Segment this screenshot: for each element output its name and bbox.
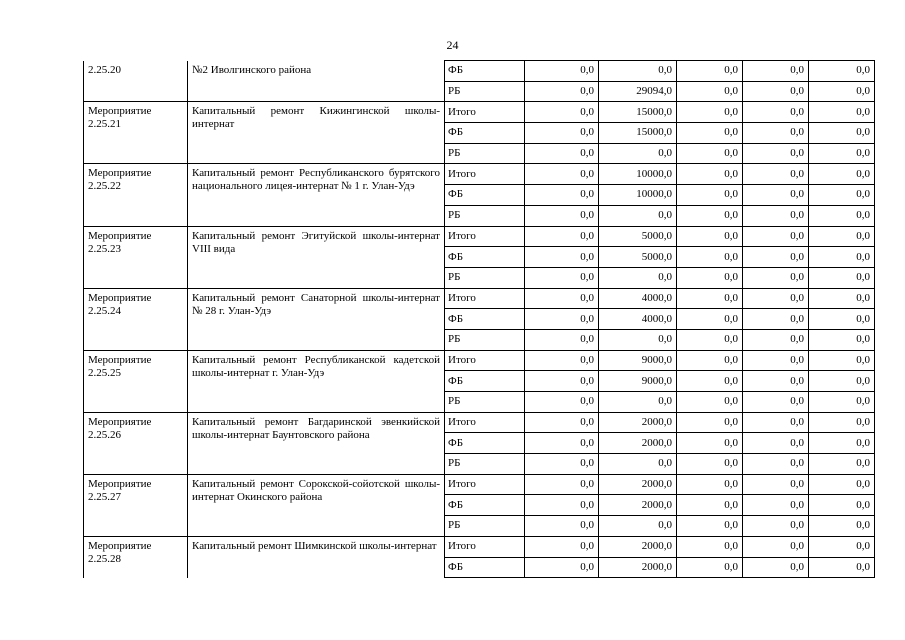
amount-cell: 0,0 (677, 123, 743, 144)
amount-cell: 0,0 (809, 412, 875, 433)
amount-cell: 0,0 (743, 205, 809, 226)
amount-cell: 10000,0 (599, 185, 677, 206)
amount-cell: 0,0 (677, 247, 743, 268)
amount-cell: 0,0 (525, 495, 599, 516)
event-code-cell: Мероприятие 2.25.27 (84, 474, 188, 536)
amount-cell: 0,0 (677, 557, 743, 578)
amount-cell: 0,0 (809, 226, 875, 247)
table-row (84, 288, 875, 309)
event-description-cell: Капитальный ремонт Республиканской кадетской школы-интернат г. Улан-Удэ (188, 350, 445, 412)
event-code-cell: Мероприятие 2.25.23 (84, 226, 188, 288)
amount-cell: 0,0 (525, 454, 599, 475)
amount-cell: 0,0 (525, 81, 599, 102)
event-code-cell: Мероприятие 2.25.28 (84, 536, 188, 577)
amount-cell: 0,0 (525, 185, 599, 206)
budget-table (83, 60, 875, 578)
amount-cell: 0,0 (809, 267, 875, 288)
amount-cell: 0,0 (599, 61, 677, 82)
event-code-cell: Мероприятие 2.25.22 (84, 164, 188, 226)
amount-cell: 0,0 (809, 516, 875, 537)
amount-cell: 0,0 (677, 350, 743, 371)
amount-cell: 0,0 (525, 164, 599, 185)
amount-cell: 15000,0 (599, 102, 677, 123)
amount-cell: 0,0 (677, 433, 743, 454)
event-description-cell: Капитальный ремонт Республиканского бурятского национального лицея-интернат № 1 г. Улан-Удэ (188, 164, 445, 226)
amount-cell: 0,0 (809, 81, 875, 102)
amount-cell: 0,0 (809, 495, 875, 516)
funding-source-cell: Итого (445, 474, 525, 495)
amount-cell: 0,0 (809, 61, 875, 82)
funding-source-cell: РБ (445, 329, 525, 350)
table-row (84, 61, 875, 82)
funding-source-cell: Итого (445, 226, 525, 247)
amount-cell: 0,0 (525, 123, 599, 144)
amount-cell: 0,0 (525, 102, 599, 123)
amount-cell: 0,0 (809, 143, 875, 164)
event-description-cell: Капитальный ремонт Эгитуйской школы-интернат VIII вида (188, 226, 445, 288)
amount-cell: 0,0 (743, 516, 809, 537)
funding-source-cell: ФБ (445, 433, 525, 454)
amount-cell: 0,0 (809, 247, 875, 268)
table-row (84, 164, 875, 185)
event-description-cell: Капитальный ремонт Санаторной школы-интернат № 28 г. Улан-Удэ (188, 288, 445, 350)
amount-cell: 5000,0 (599, 247, 677, 268)
amount-cell: 0,0 (809, 433, 875, 454)
amount-cell: 0,0 (525, 205, 599, 226)
amount-cell: 0,0 (525, 267, 599, 288)
amount-cell: 0,0 (677, 143, 743, 164)
amount-cell: 0,0 (743, 81, 809, 102)
amount-cell: 0,0 (743, 433, 809, 454)
amount-cell: 0,0 (809, 350, 875, 371)
table-row (84, 412, 875, 433)
amount-cell: 0,0 (677, 267, 743, 288)
amount-cell: 0,0 (743, 164, 809, 185)
funding-source-cell: РБ (445, 205, 525, 226)
funding-source-cell: РБ (445, 454, 525, 475)
amount-cell: 0,0 (743, 536, 809, 557)
funding-source-cell: ФБ (445, 371, 525, 392)
amount-cell: 0,0 (809, 454, 875, 475)
amount-cell: 0,0 (525, 536, 599, 557)
amount-cell: 0,0 (677, 102, 743, 123)
amount-cell: 0,0 (525, 247, 599, 268)
amount-cell: 0,0 (525, 288, 599, 309)
amount-cell: 0,0 (743, 309, 809, 330)
table-row (84, 102, 875, 123)
event-code-cell: Мероприятие 2.25.21 (84, 102, 188, 164)
amount-cell: 0,0 (599, 516, 677, 537)
amount-cell: 0,0 (677, 288, 743, 309)
amount-cell: 2000,0 (599, 412, 677, 433)
funding-source-cell: ФБ (445, 309, 525, 330)
amount-cell: 9000,0 (599, 350, 677, 371)
amount-cell: 4000,0 (599, 309, 677, 330)
amount-cell: 5000,0 (599, 226, 677, 247)
funding-source-cell: РБ (445, 143, 525, 164)
page-number: 24 (446, 38, 459, 52)
amount-cell: 0,0 (743, 288, 809, 309)
amount-cell: 0,0 (525, 516, 599, 537)
event-description-cell: Капитальный ремонт Кижингинской школы-интернат (188, 102, 445, 164)
amount-cell: 0,0 (677, 205, 743, 226)
amount-cell: 0,0 (677, 164, 743, 185)
amount-cell: 0,0 (677, 392, 743, 413)
table-row (84, 350, 875, 371)
amount-cell: 2000,0 (599, 433, 677, 454)
amount-cell: 0,0 (743, 412, 809, 433)
amount-cell: 0,0 (743, 557, 809, 578)
amount-cell: 9000,0 (599, 371, 677, 392)
event-code-cell: 2.25.20 (84, 61, 188, 102)
amount-cell: 0,0 (809, 329, 875, 350)
amount-cell: 0,0 (743, 102, 809, 123)
amount-cell: 0,0 (677, 371, 743, 392)
amount-cell: 4000,0 (599, 288, 677, 309)
amount-cell: 0,0 (743, 454, 809, 475)
table-body (84, 61, 875, 578)
amount-cell: 29094,0 (599, 81, 677, 102)
funding-source-cell: ФБ (445, 247, 525, 268)
amount-cell: 0,0 (599, 329, 677, 350)
amount-cell: 0,0 (599, 143, 677, 164)
amount-cell: 0,0 (809, 557, 875, 578)
amount-cell: 0,0 (809, 288, 875, 309)
amount-cell: 15000,0 (599, 123, 677, 144)
amount-cell: 0,0 (677, 454, 743, 475)
amount-cell: 0,0 (743, 350, 809, 371)
amount-cell: 2000,0 (599, 557, 677, 578)
amount-cell: 0,0 (677, 474, 743, 495)
event-description-cell: Капитальный ремонт Шимкинской школы-интернат (188, 536, 445, 577)
amount-cell: 0,0 (525, 371, 599, 392)
amount-cell: 0,0 (809, 164, 875, 185)
amount-cell: 0,0 (677, 226, 743, 247)
funding-source-cell: ФБ (445, 61, 525, 82)
funding-source-cell: Итого (445, 164, 525, 185)
funding-source-cell: РБ (445, 392, 525, 413)
amount-cell: 0,0 (677, 309, 743, 330)
amount-cell: 0,0 (677, 329, 743, 350)
amount-cell: 0,0 (525, 392, 599, 413)
amount-cell: 2000,0 (599, 495, 677, 516)
amount-cell: 0,0 (743, 495, 809, 516)
amount-cell: 0,0 (525, 474, 599, 495)
amount-cell: 0,0 (525, 412, 599, 433)
amount-cell: 0,0 (809, 392, 875, 413)
amount-cell: 2000,0 (599, 536, 677, 557)
amount-cell: 0,0 (525, 433, 599, 454)
amount-cell: 0,0 (599, 267, 677, 288)
table-row (84, 226, 875, 247)
amount-cell: 0,0 (677, 412, 743, 433)
event-description-cell: №2 Иволгинского района (188, 61, 445, 102)
funding-source-cell: Итого (445, 412, 525, 433)
amount-cell: 0,0 (743, 329, 809, 350)
amount-cell: 0,0 (677, 495, 743, 516)
amount-cell: 0,0 (809, 185, 875, 206)
funding-source-cell: Итого (445, 102, 525, 123)
amount-cell: 0,0 (743, 123, 809, 144)
funding-source-cell: ФБ (445, 185, 525, 206)
amount-cell: 0,0 (525, 143, 599, 164)
event-description-cell: Капитальный ремонт Сорокской-сойотской школы-интернат Окинского района (188, 474, 445, 536)
amount-cell: 0,0 (677, 516, 743, 537)
amount-cell: 0,0 (677, 185, 743, 206)
amount-cell: 0,0 (809, 205, 875, 226)
funding-source-cell: ФБ (445, 123, 525, 144)
amount-cell: 0,0 (809, 371, 875, 392)
amount-cell: 0,0 (677, 81, 743, 102)
amount-cell: 0,0 (743, 247, 809, 268)
amount-cell: 0,0 (599, 392, 677, 413)
funding-source-cell: Итого (445, 350, 525, 371)
amount-cell: 0,0 (599, 454, 677, 475)
amount-cell: 0,0 (809, 536, 875, 557)
amount-cell: 0,0 (743, 392, 809, 413)
amount-cell: 0,0 (743, 185, 809, 206)
amount-cell: 2000,0 (599, 474, 677, 495)
event-code-cell: Мероприятие 2.25.25 (84, 350, 188, 412)
event-description-cell: Капитальный ремонт Багдаринской эвенкийской школы-интернат Баунтовского района (188, 412, 445, 474)
funding-source-cell: РБ (445, 267, 525, 288)
amount-cell: 0,0 (809, 309, 875, 330)
funding-source-cell: ФБ (445, 495, 525, 516)
table-row (84, 474, 875, 495)
amount-cell: 10000,0 (599, 164, 677, 185)
event-code-cell: Мероприятие 2.25.26 (84, 412, 188, 474)
funding-source-cell: РБ (445, 81, 525, 102)
funding-source-cell: Итого (445, 536, 525, 557)
amount-cell: 0,0 (525, 557, 599, 578)
amount-cell: 0,0 (743, 226, 809, 247)
amount-cell: 0,0 (743, 474, 809, 495)
amount-cell: 0,0 (677, 61, 743, 82)
table-row (84, 536, 875, 557)
amount-cell: 0,0 (525, 61, 599, 82)
amount-cell: 0,0 (809, 102, 875, 123)
amount-cell: 0,0 (809, 123, 875, 144)
amount-cell: 0,0 (743, 371, 809, 392)
amount-cell: 0,0 (743, 61, 809, 82)
amount-cell: 0,0 (599, 205, 677, 226)
amount-cell: 0,0 (525, 226, 599, 247)
amount-cell: 0,0 (809, 474, 875, 495)
amount-cell: 0,0 (525, 350, 599, 371)
amount-cell: 0,0 (525, 329, 599, 350)
amount-cell: 0,0 (743, 267, 809, 288)
event-code-cell: Мероприятие 2.25.24 (84, 288, 188, 350)
funding-source-cell: ФБ (445, 557, 525, 578)
amount-cell: 0,0 (743, 143, 809, 164)
funding-source-cell: РБ (445, 516, 525, 537)
amount-cell: 0,0 (677, 536, 743, 557)
amount-cell: 0,0 (525, 309, 599, 330)
funding-source-cell: Итого (445, 288, 525, 309)
